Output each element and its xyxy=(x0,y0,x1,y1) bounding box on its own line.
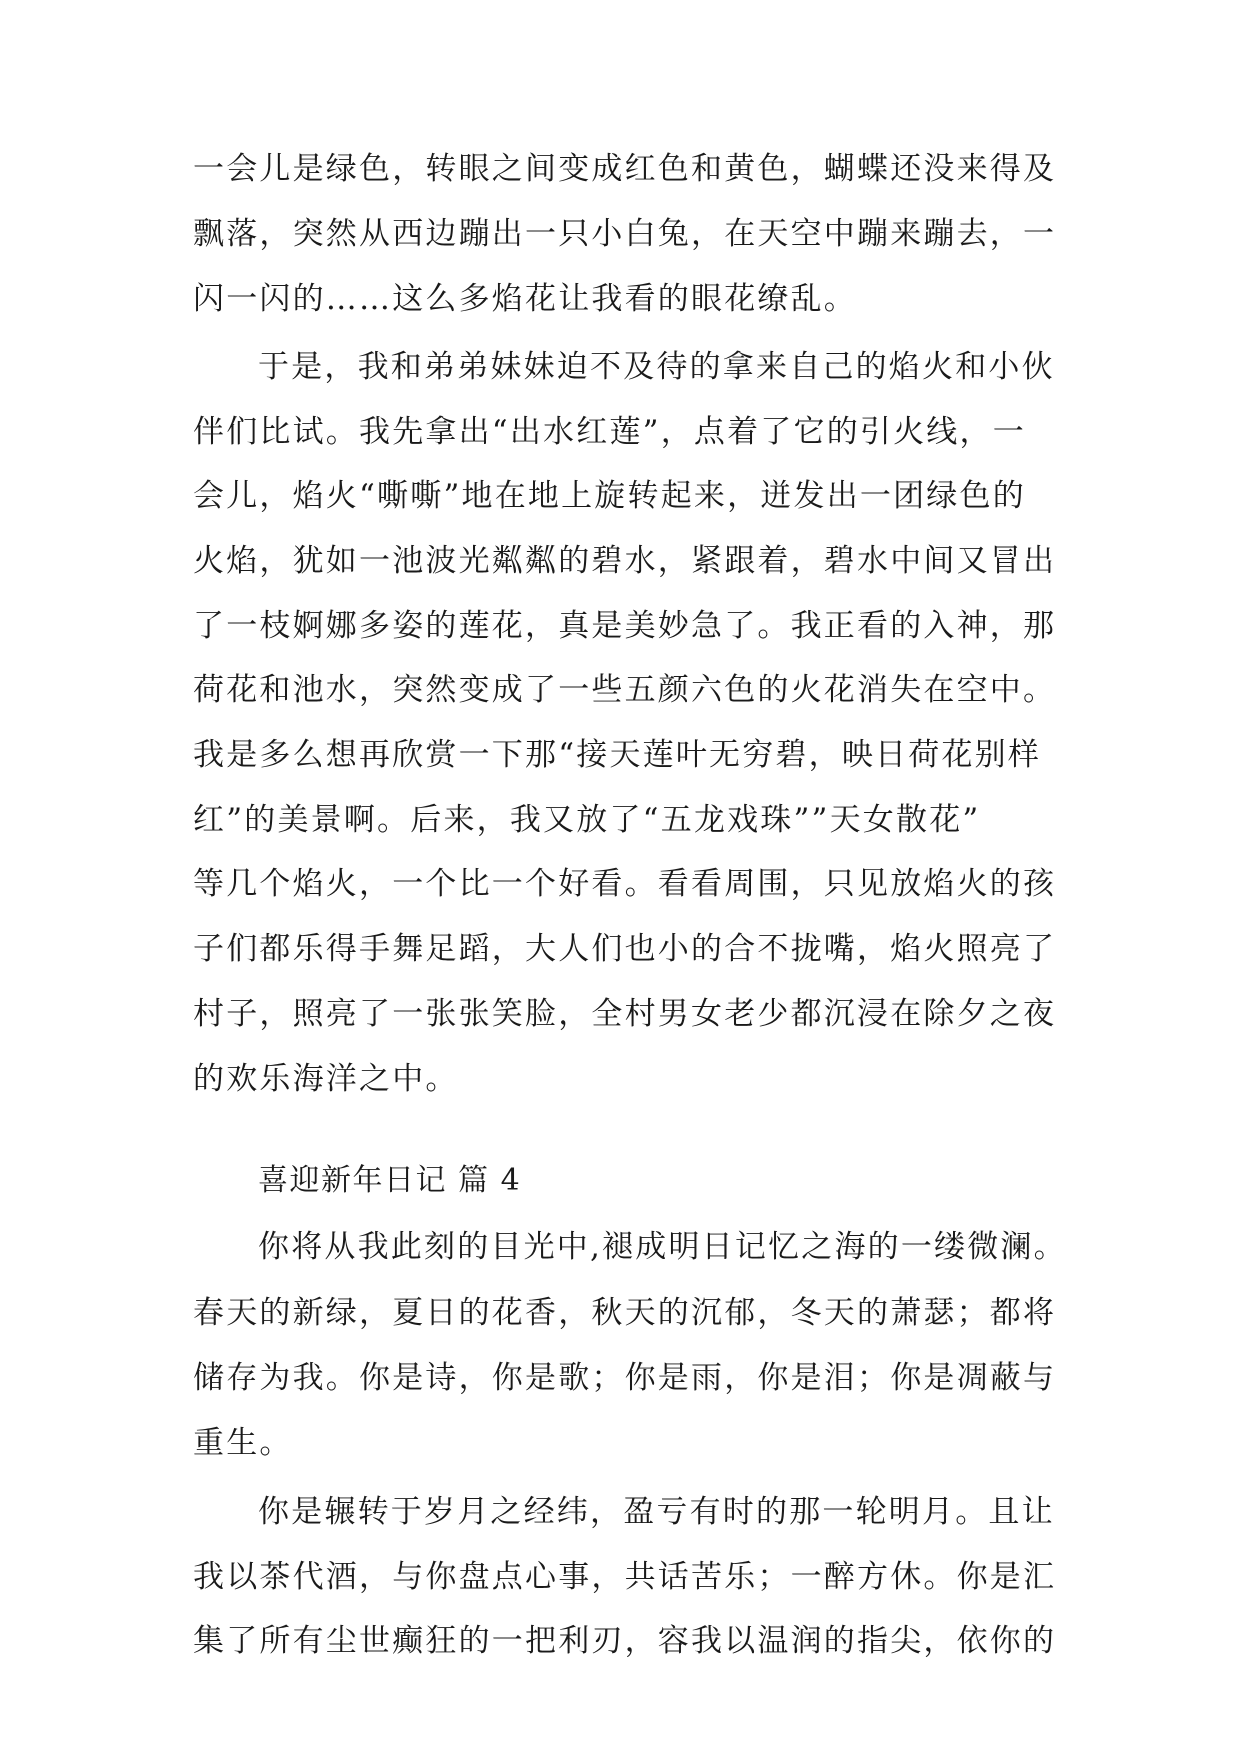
paragraph-line: 红”的美景啊。后来，我又放了“五龙戏珠””天女散花” xyxy=(193,802,981,838)
paragraph-line: 了一枝婀娜多姿的莲花，真是美妙急了。我正看的入神，那 xyxy=(193,608,1057,644)
paragraph-line: 集了所有尘世癫狂的一把利刃，容我以温润的指尖，依你的 xyxy=(193,1623,1057,1659)
paragraph-line: 春天的新绿，夏日的花香，秋天的沉郁，冬天的萧瑟；都将 xyxy=(193,1295,1057,1331)
paragraph-line: 会儿，焰火“嘶嘶”地在地上旋转起来，迸发出一团绿色的 xyxy=(193,478,1026,514)
paragraph-line: 储存为我。你是诗，你是歌；你是雨，你是泪；你是凋蔽与 xyxy=(193,1360,1057,1396)
paragraph-line: 的欢乐海洋之中。 xyxy=(193,1061,459,1097)
paragraph-line: 你是辗转于岁月之经纬，盈亏有时的那一轮明月。且让 xyxy=(258,1494,1055,1530)
paragraph-line: 你将从我此刻的目光中,褪成明日记忆之海的一缕微澜。 xyxy=(258,1229,1067,1265)
paragraph-line: 飘落，突然从西边蹦出一只小白兔，在天空中蹦来蹦去，一 xyxy=(193,216,1057,252)
paragraph-line: 闪一闪的……这么多焰花让我看的眼花缭乱。 xyxy=(193,281,857,317)
paragraph-line: 等几个焰火，一个比一个好看。看看周围，只见放焰火的孩 xyxy=(193,866,1057,902)
paragraph-line: 一会儿是绿色，转眼之间变成红色和黄色，蝴蝶还没来得及 xyxy=(193,151,1057,187)
paragraph-line: 荷花和池水，突然变成了一些五颜六色的火花消失在空中。 xyxy=(193,672,1057,708)
section-heading: 喜迎新年日记 篇 4 xyxy=(258,1163,522,1198)
paragraph-line: 我是多么想再欣赏一下那“接天莲叶无穷碧，映日荷花别样 xyxy=(193,737,1042,773)
paragraph-line: 于是，我和弟弟妹妹迫不及待的拿来自己的焰火和小伙 xyxy=(258,349,1055,385)
paragraph-line: 村子，照亮了一张张笑脸，全村男女老少都沉浸在除夕之夜 xyxy=(193,996,1057,1032)
paragraph-line: 伴们比试。我先拿出“出水红莲”，点着了它的引火线，一 xyxy=(193,414,1026,450)
paragraph-line: 子们都乐得手舞足蹈，大人们也小的合不拢嘴，焰火照亮了 xyxy=(193,931,1057,967)
paragraph-line: 重生。 xyxy=(193,1425,293,1461)
paragraph-line: 火焰，犹如一池波光粼粼的碧水，紧跟着，碧水中间又冒出 xyxy=(193,543,1057,579)
paragraph-line: 我以茶代酒，与你盘点心事，共话苦乐；一醉方休。你是汇 xyxy=(193,1559,1057,1595)
